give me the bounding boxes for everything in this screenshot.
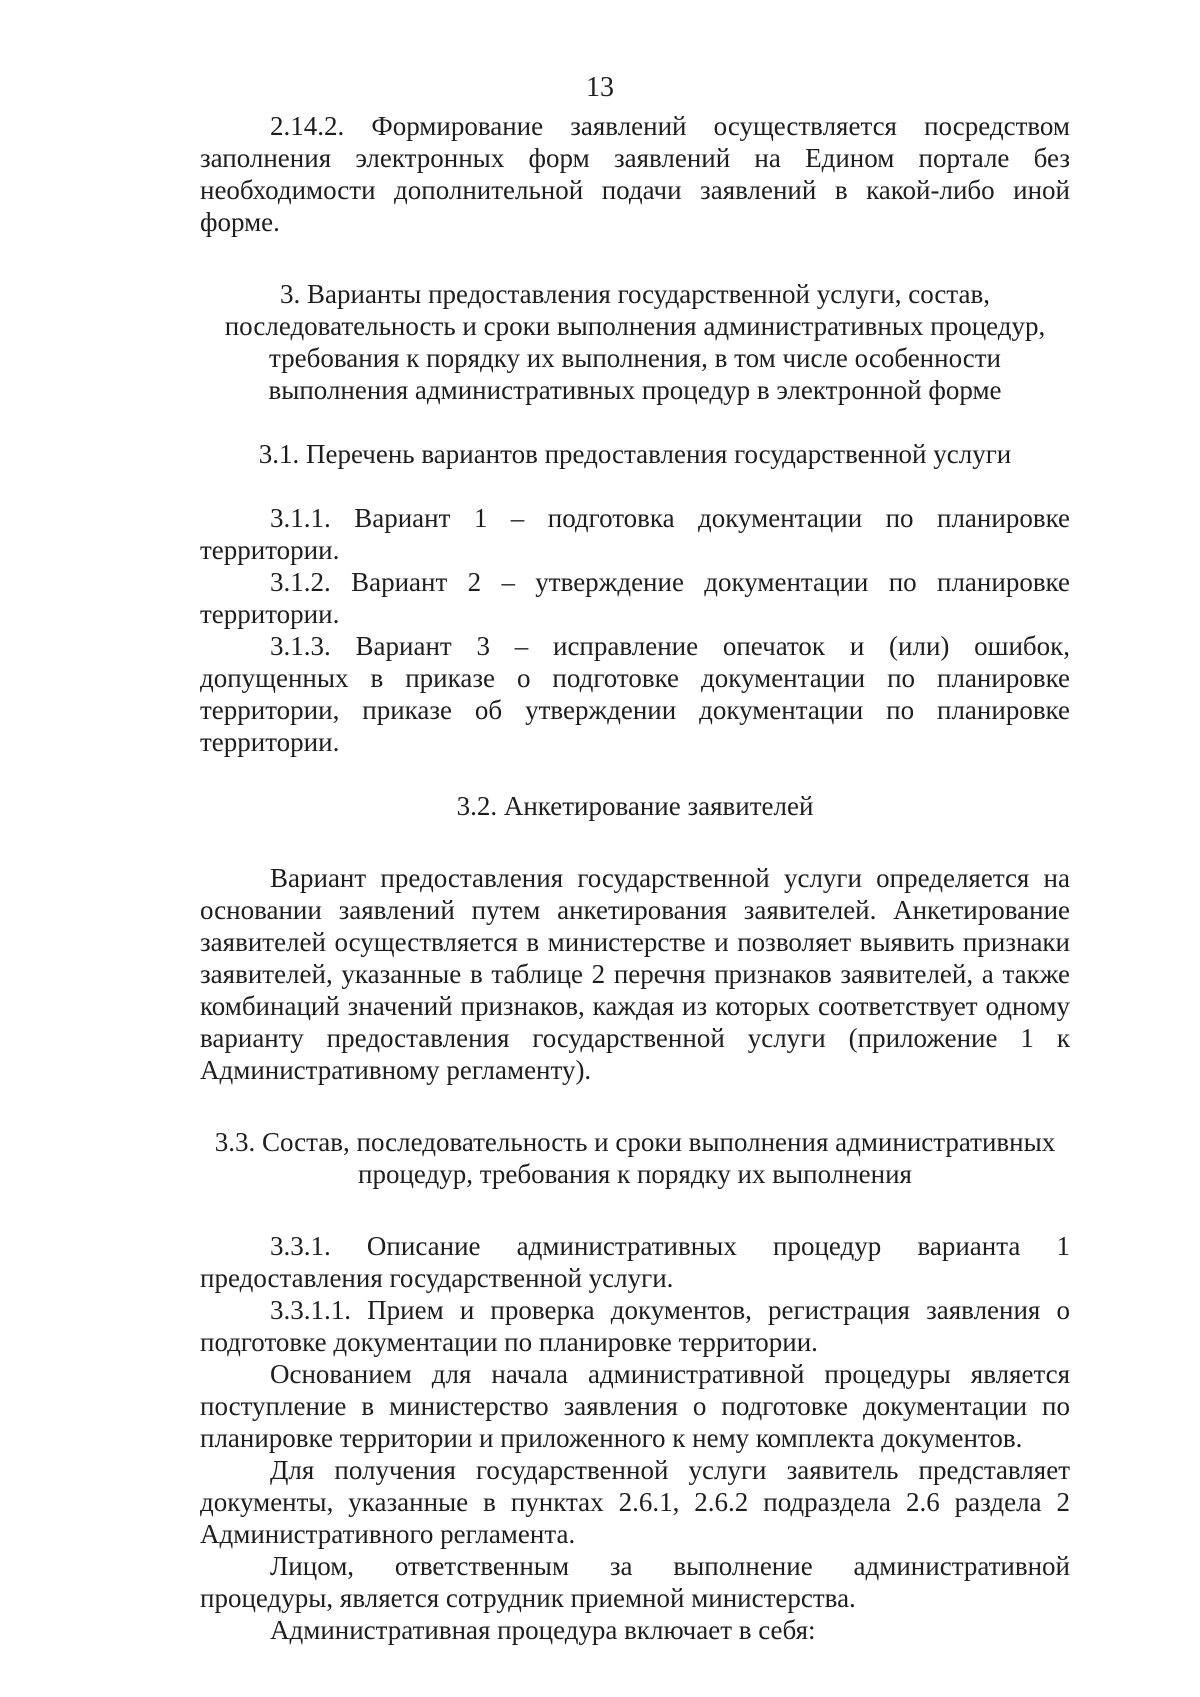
paragraph-procedure-includes: Административная процедура включает в себя: (270, 1615, 816, 1645)
paragraph-3-1-2: 3.1.2. Вариант 2 – утверждение документации по планировке территории. (200, 567, 1070, 629)
paragraph-2-14-2: 2.14.2. Формирование заявлений осуществляется посредством заполнения электронных форм заявлений на Едином портале без необходимости дополнительной подачи заявлений в какой-либо иной форме. (200, 111, 1070, 237)
page-number: 13 (586, 72, 614, 103)
paragraph-responsible: Лицом, ответственным за выполнение административной процедуры, является сотрудник приемной министерства. (200, 1551, 1070, 1613)
subsection-heading-3-3: 3.3. Состав, последовательность и сроки выполнения административных процедур, требования к порядку их выполнения (214, 1127, 1056, 1189)
paragraph-3-3-1-1: 3.3.1.1. Прием и проверка документов, регистрация заявления о подготовке документации по планировке территории. (200, 1295, 1070, 1357)
paragraph-3-3-1: 3.3.1. Описание административных процедур варианта 1 предоставления государственной услуги. (200, 1231, 1070, 1293)
subsection-heading-3-1: 3.1. Перечень вариантов предоставления государственной услуги (258, 439, 1012, 469)
document-body (200, 110, 1070, 1646)
paragraph-3-2-body: Вариант предоставления государственной услуги определяется на основании заявлений путем анкетирования заявителей. Анкетирование заявителей осуществляется в министерстве и позволяет выявить признаки заявителей, указанные в таблице 2 перечня признаков заявителей, а также комбинаций значений признаков, каждая из которых соответствует одному варианту предоставления государственной услуги (приложение 1 к Административному регламенту). (200, 863, 1070, 1085)
section-heading-3: 3. Варианты предоставления государственной услуги, состав, последовательность и сроки выполнения административных процедур, требования к порядку их выполнения, в том числе особенности выполнения административных процедур в электронной форме (224, 279, 1046, 405)
paragraph-documents: Для получения государственной услуги заявитель представляет документы, указанные в пунктах 2.6.1, 2.6.2 подраздела 2.6 раздела 2 Административного регламента. (200, 1455, 1070, 1549)
paragraph-3-1-3: 3.1.3. Вариант 3 – исправление опечаток и (или) ошибок, допущенных в приказе о подготовке документации по планировке территории, приказе об утверждении документации по планировке территории. (200, 631, 1070, 757)
paragraph-basis: Основанием для начала административной процедуры является поступление в министерство заявления о подготовке документации по планировке территории и приложенного к нему комплекта документов. (200, 1359, 1070, 1453)
subsection-heading-3-2: 3.2. Анкетирование заявителей (456, 791, 814, 821)
paragraph-3-1-1: 3.1.1. Вариант 1 – подготовка документации по планировке территории. (200, 503, 1070, 565)
